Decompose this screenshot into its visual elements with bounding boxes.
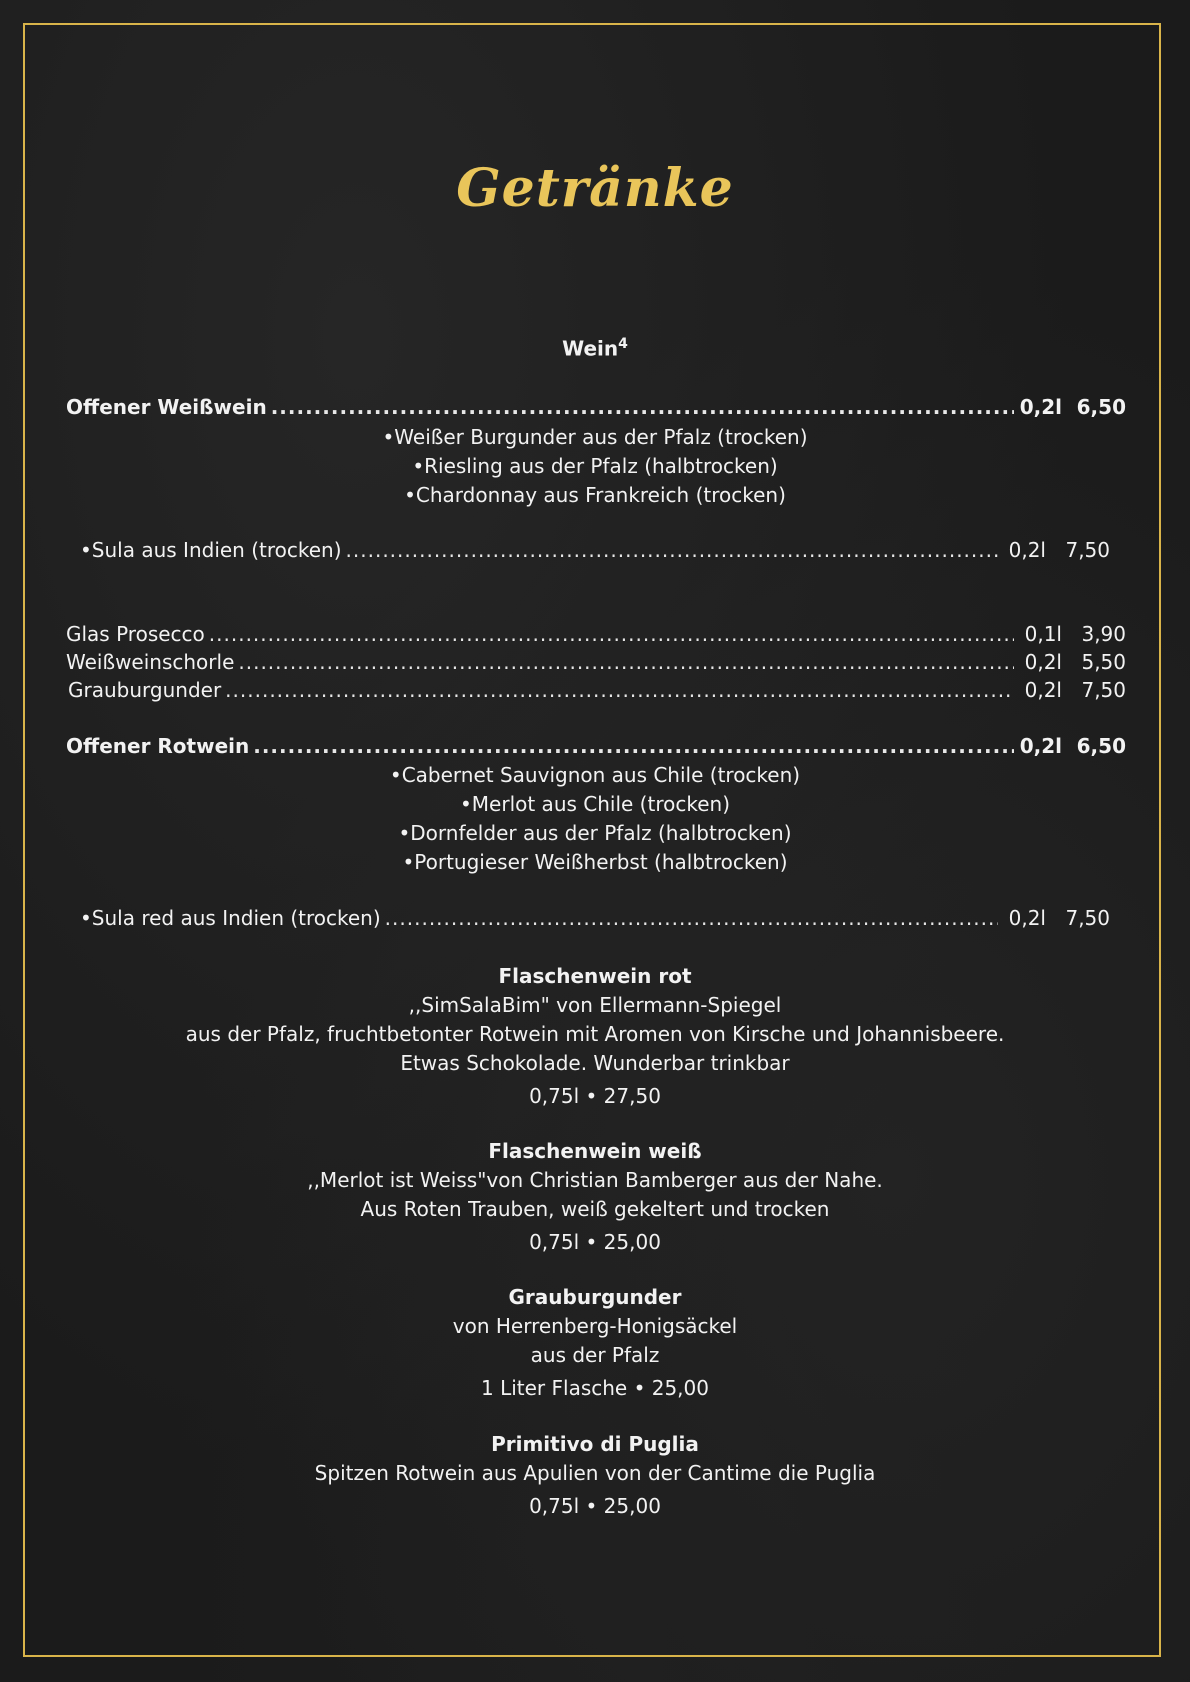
bottle-line: aus der Pfalz, fruchtbetonter Rotwein mit Aromen von Kirsche und Johannisbeere.	[185, 1022, 1005, 1046]
item-volume: 0,2l	[1008, 538, 1046, 562]
dot-leader	[238, 650, 1014, 674]
item-price: 7,50	[1081, 678, 1126, 702]
dot-leader	[225, 678, 1014, 702]
red-varieties	[0, 761, 1190, 877]
menu-row-sula-white	[80, 538, 1110, 564]
bottle-line: Aus Roten Trauben, weiß gekeltert und trocken	[360, 1197, 830, 1221]
bottle-line: ,,SimSalaBim" von Ellermann-Spiegel	[408, 993, 782, 1017]
bottle-line: aus der Pfalz	[530, 1343, 660, 1367]
menu-row-sula-red	[80, 906, 1110, 932]
item-price: 7,50	[1065, 538, 1110, 562]
item-name: Offener Weißwein	[66, 395, 267, 419]
page-title: Getränke	[456, 158, 734, 219]
bottle-heading: Flaschenwein weiß	[488, 1139, 702, 1163]
variety-item: •Cabernet Sauvignon aus Chile (trocken)	[389, 763, 801, 787]
bottle-grauburgunder	[0, 1283, 1190, 1403]
bottle-price: 1 Liter Flasche • 25,00	[481, 1376, 709, 1400]
dot-leader	[209, 622, 1014, 646]
bottle-line: Etwas Schokolade. Wunderbar trinkbar	[400, 1051, 790, 1075]
footnote-marker: 4	[618, 336, 628, 352]
bottle-price: 0,75l • 27,50	[529, 1084, 661, 1108]
bottle-heading: Flaschenwein rot	[498, 964, 692, 988]
variety-item: •Riesling aus der Pfalz (halbtrocken)	[412, 454, 778, 478]
item-volume: 0,2l	[1019, 734, 1062, 758]
bottle-line: ,,Merlot ist Weiss"von Christian Bamberger aus der Nahe.	[307, 1168, 883, 1192]
variety-item: •Chardonnay aus Frankreich (trocken)	[404, 483, 786, 507]
white-varieties	[0, 423, 1190, 510]
item-volume: 0,2l	[1008, 906, 1046, 930]
variety-item: •Dornfelder aus der Pfalz (halbtrocken)	[398, 821, 792, 845]
bottle-primitivo	[0, 1430, 1190, 1521]
item-name: Grauburgunder	[68, 678, 222, 702]
item-volume: 0,1l	[1024, 622, 1062, 646]
bottle-line: von Herrenberg-Honigsäckel	[452, 1314, 738, 1338]
menu-row-glas-prosecco	[66, 622, 1126, 648]
item-price: 6,50	[1076, 734, 1126, 758]
menu-row-offener-weisswein	[66, 395, 1126, 421]
variety-item: •Merlot aus Chile (trocken)	[459, 792, 730, 816]
section-heading-wein: Wein$^4$	[562, 336, 628, 361]
item-price: 6,50	[1076, 395, 1126, 419]
item-price: 3,90	[1081, 622, 1126, 646]
bottle-heading: Primitivo di Puglia	[491, 1432, 699, 1456]
menu-row-weissweinschorle	[66, 650, 1126, 676]
menu-row-grauburgunder	[68, 678, 1126, 704]
item-name: Offener Rotwein	[66, 734, 250, 758]
item-volume: 0,2l	[1019, 395, 1062, 419]
dot-leader	[346, 538, 998, 562]
variety-item: •Weißer Burgunder aus der Pfalz (trocken)	[382, 425, 808, 449]
item-name: •Sula aus Indien (trocken)	[80, 538, 342, 562]
bottle-price: 0,75l • 25,00	[529, 1230, 661, 1254]
item-name: Glas Prosecco	[66, 622, 205, 646]
item-volume: 0,2l	[1024, 678, 1062, 702]
bottle-heading: Grauburgunder	[508, 1285, 682, 1309]
dot-leader	[385, 906, 998, 930]
item-volume: 0,2l	[1024, 650, 1062, 674]
bottle-flaschenwein-weiss	[0, 1137, 1190, 1257]
dot-leader	[271, 395, 1014, 419]
bottle-price: 0,75l • 25,00	[529, 1494, 661, 1518]
menu-row-offener-rotwein	[66, 734, 1126, 760]
dot-leader	[253, 734, 1014, 758]
variety-item: •Portugieser Weißherbst (halbtrocken)	[402, 850, 788, 874]
bottle-line: Spitzen Rotwein aus Apulien von der Cantime die Puglia	[314, 1461, 876, 1485]
item-price: 7,50	[1065, 906, 1110, 930]
item-price: 5,50	[1081, 650, 1126, 674]
bottle-flaschenwein-rot	[0, 962, 1190, 1111]
item-name: •Sula red aus Indien (trocken)	[80, 906, 381, 930]
item-name: Weißweinschorle	[66, 650, 235, 674]
